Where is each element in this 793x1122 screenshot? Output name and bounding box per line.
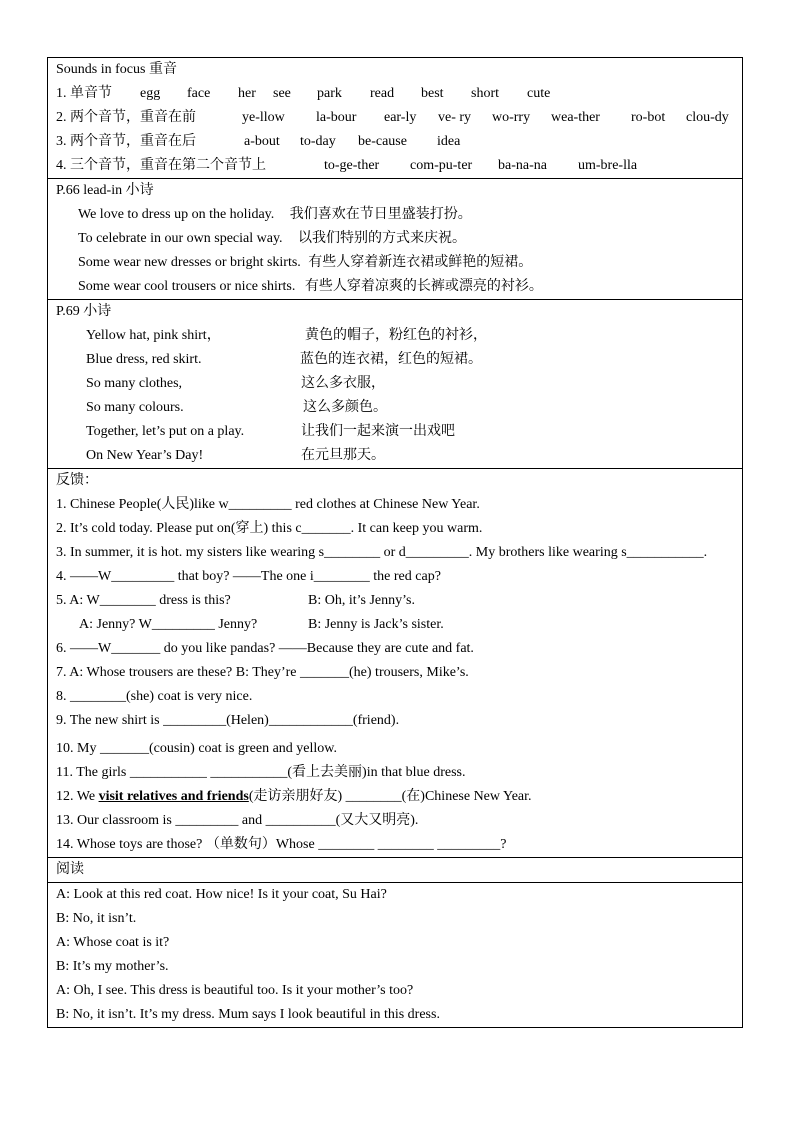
poem-line-en: To celebrate in our own special way.: [78, 231, 283, 246]
exercise-item: 1. Chinese People(人民)like w_________ red clothes at Chinese New Year.: [56, 497, 480, 512]
poem-line: [48, 203, 742, 227]
poem-line-zh: 这么多颜色。: [303, 400, 387, 415]
feedback-section: [48, 468, 742, 857]
sound-word: um-bre-lla: [578, 158, 638, 173]
sound-word: see: [273, 86, 291, 101]
exercise-item: 13. Our classroom is _________ and __________(又大又明亮).: [56, 813, 419, 828]
poem-line-en: Yellow hat, pink shirt，: [86, 328, 221, 343]
poem-line: [48, 324, 742, 348]
sound-word: wea-ther: [551, 110, 600, 125]
sound-word: cute: [527, 86, 551, 101]
exercise-item: 10. My _______(cousin) coat is green and yellow.: [56, 741, 337, 756]
sound-word: be-cause: [358, 134, 407, 149]
sounds-row-label: 3. 两个音节，重音在后: [56, 134, 196, 149]
sound-word: to-ge-ther: [324, 158, 380, 173]
sounds-row-2: [48, 106, 742, 130]
sounds-row-label: 2. 两个音节，重音在前: [56, 110, 196, 125]
reading-header: [48, 857, 742, 882]
poem-line-zh: 在元旦那天。: [301, 448, 385, 463]
sound-word: park: [317, 86, 342, 101]
poem-line: [48, 348, 742, 372]
exercise-item: 8. ________(she) coat is very nice.: [56, 689, 253, 704]
poem-line-zh: 蓝色的连衣裙，红色的短裙。: [300, 352, 482, 367]
p66-title: P.66 lead-in 小诗: [56, 183, 154, 198]
poem-line-zh: 有些人穿着新连衣裙或鲜艳的短裙。: [308, 255, 533, 270]
sound-word: ye-llow: [242, 110, 285, 125]
exercise-item: 2. It’s cold today. Please put on(穿上) this c_______. It can keep you warm.: [56, 521, 483, 536]
sound-word: her: [238, 86, 256, 101]
exercise-text: (走访亲朋好友) ________(在)Chinese New Year.: [248, 789, 532, 804]
sound-word: clou-dy: [686, 110, 729, 125]
poem-line-zh: 让我们一起来演一出戏吧: [301, 424, 455, 439]
poem-line: [48, 396, 742, 420]
sound-word: ro-bot: [631, 110, 666, 125]
sounds-row-label: 1. 单音节: [56, 86, 112, 101]
dialog-b: B: Jenny is Jack’s sister.: [308, 617, 444, 632]
sound-word: wo-rry: [492, 110, 531, 125]
sound-word: short: [471, 86, 499, 101]
poem-line-zh: 黄色的帽子，粉红色的衬衫，: [305, 328, 487, 343]
poem-line-zh: 这么多衣服，: [301, 376, 385, 391]
sound-word: egg: [140, 86, 161, 101]
exercise-text: 12. We: [56, 789, 99, 804]
exercise-item: [48, 613, 742, 637]
p69-title: P.69 小诗: [56, 304, 112, 319]
sounds-row-4: [48, 154, 742, 178]
poem-line: [48, 227, 742, 251]
exercise-item: 14. Whose toys are those? （单数句）Whose ________ ________ _________?: [56, 837, 507, 852]
exercise-item: [48, 589, 742, 613]
dialog-b: B: Oh, it’s Jenny’s.: [308, 593, 415, 608]
dialog-a: 5. A: W________ dress is this?: [56, 593, 231, 608]
poem-line-en: Some wear new dresses or bright skirts.: [78, 255, 301, 270]
poem-line-en: On New Year’s Day!: [86, 448, 204, 463]
sounds-row-1: [48, 82, 742, 106]
poem-line-en: So many clothes,: [86, 376, 183, 391]
feedback-title: 反馈：: [56, 473, 98, 488]
sound-word: ear-ly: [384, 110, 417, 125]
exercise-item: [48, 785, 742, 809]
sounds-row-label: 4. 三个音节，重音在第二个音节上: [56, 158, 266, 173]
reading-line: B: No, it isn’t.: [56, 911, 137, 926]
poem-line-en: So many colours.: [86, 400, 184, 415]
poem-line-zh: 以我们特别的方式来庆祝。: [298, 231, 467, 246]
sound-word: face: [187, 86, 211, 101]
reading-line: B: No, it isn’t. It’s my dress. Mum says I look beautiful in this dress.: [56, 1007, 440, 1022]
sounds-title: Sounds in focus 重音: [56, 62, 177, 77]
reading-title: 阅读: [56, 862, 84, 877]
exercise-item: 11. The girls ___________ ___________(看上去美丽)in that blue dress.: [56, 765, 466, 780]
poem-line-en: Blue dress, red skirt.: [86, 352, 202, 367]
sound-word: ve- ry: [438, 110, 472, 125]
poem-line: [48, 275, 742, 299]
poem-line-en: Some wear cool trousers or nice shirts.: [78, 279, 296, 294]
dialog-a: A: Jenny? W_________ Jenny?: [79, 617, 258, 632]
exercise-item: 4. ——W_________ that boy? ——The one i________ the red cap?: [56, 569, 441, 584]
exercise-item: 9. The new shirt is _________(Helen)____________(friend).: [56, 713, 400, 728]
exercise-item: 7. A: Whose trousers are these? B: They’re _______(he) trousers, Mike’s.: [56, 665, 469, 680]
poem-line: [48, 444, 742, 468]
sound-word: la-bour: [316, 110, 357, 125]
worksheet-table: [47, 57, 743, 1028]
sound-word: idea: [437, 134, 461, 149]
poem-line: [48, 372, 742, 396]
poem-line-zh: 有些人穿着凉爽的长裤或漂亮的衬衫。: [304, 279, 543, 294]
poem-line: [48, 420, 742, 444]
poem-line: [48, 251, 742, 275]
sound-word: a-bout: [244, 134, 280, 149]
p69-section: [48, 299, 742, 468]
sound-word: read: [370, 86, 395, 101]
exercise-item: 3. In summer, it is hot. my sisters like wearing s________ or d_________. My brothers like wearing s___________.: [56, 545, 708, 560]
exercise-item: 6. ——W_______ do you like pandas? ——Because they are cute and fat.: [56, 641, 474, 656]
sound-word: to-day: [300, 134, 336, 149]
poem-line-en: We love to dress up on the holiday.: [78, 207, 275, 222]
sounds-row-3: [48, 130, 742, 154]
poem-line-zh: 我们喜欢在节日里盛装打扮。: [289, 207, 472, 222]
sound-word: best: [421, 86, 444, 101]
reading-section: [48, 882, 742, 1027]
sound-word: ba-na-na: [498, 158, 547, 173]
reading-line: B: It’s my mother’s.: [56, 959, 169, 974]
sounds-section: [48, 58, 742, 178]
reading-line: A: Oh, I see. This dress is beautiful too. Is it your mother’s too?: [56, 983, 414, 998]
p66-section: [48, 178, 742, 299]
poem-line-en: Together, let’s put on a play.: [86, 424, 245, 439]
underlined-phrase: visit relatives and friends: [98, 789, 249, 804]
reading-line: A: Whose coat is it?: [56, 935, 170, 950]
sound-word: com-pu-ter: [410, 158, 473, 173]
reading-line: A: Look at this red coat. How nice! Is it your coat, Su Hai?: [56, 887, 387, 902]
